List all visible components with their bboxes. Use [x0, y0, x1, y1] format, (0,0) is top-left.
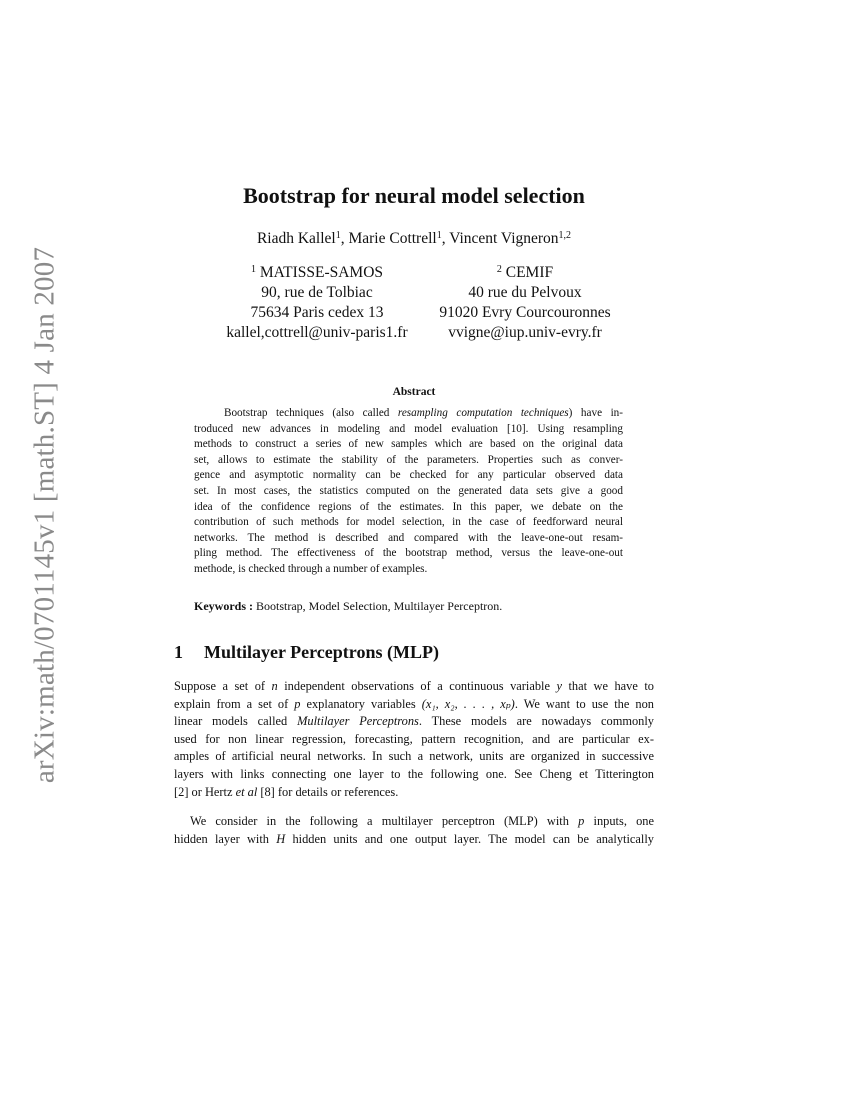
- abstract-line: methods to construct a series of new samples which are based on the original data: [194, 438, 623, 451]
- paragraph-line: explain from a set of p explanatory variables (x₁, x₂, . . . , xₚ). We want to use the non: [174, 696, 654, 711]
- paragraph-line: [2] or Hertz et al [8] for details or references.: [174, 784, 399, 799]
- abstract-line: set. In most cases, the statistics computed on the generated data sets give a good: [194, 484, 623, 497]
- keywords-text: Bootstrap, Model Selection, Multilayer Perceptron.: [253, 599, 503, 613]
- abstract-line: pling method. The effectiveness of the bootstrap method, versus the leave-one-out: [194, 547, 623, 560]
- abstract-line: Bootstrap techniques (also called resampling computation techniques) have in-: [224, 407, 623, 419]
- paragraph-line: amples of artificial neural networks. In such a network, units are organized in successive: [174, 749, 654, 764]
- body-paragraph: [174, 813, 654, 848]
- abstract-line: contribution of such methods for model selection, in the case of feedforward neural: [194, 516, 623, 529]
- body-paragraph: [174, 678, 654, 801]
- affiliation-email: vvigne@iup.univ-evry.fr: [448, 324, 602, 341]
- keywords-label: Keywords :: [194, 599, 253, 613]
- author-name: Vincent Vigneron: [449, 230, 559, 247]
- abstract-heading: Abstract: [392, 386, 436, 398]
- section-number: 1: [174, 642, 183, 662]
- section-heading: [174, 642, 439, 663]
- affiliation-email: kallel,cottrell@univ-paris1.fr: [226, 324, 408, 341]
- paragraph-line: layers with links connecting one layer to the following one. See Cheng et Titterington: [174, 766, 654, 781]
- arxiv-identifier-stamp: arXiv:math/0701145v1 [math.ST] 4 Jan 2007: [28, 246, 61, 784]
- paragraph-line: We consider in the following a multilayer perceptron (MLP) with p inputs, one: [190, 814, 654, 828]
- abstract-line: idea of the confidence regions of the estimates. In this paper, we debate on the: [194, 500, 623, 513]
- author-name: Riadh Kallel: [256, 230, 336, 247]
- affiliation-city: 75634 Paris cedex 13: [250, 304, 384, 321]
- affiliation-block: [425, 263, 625, 343]
- author-affiliation-mark: 1: [436, 230, 442, 241]
- abstract-line: networks. The method is described and compared with the leave-one-out resam-: [194, 531, 623, 544]
- affiliation-name: MATISSE-SAMOS: [259, 264, 384, 281]
- author-affiliation-mark: 1: [335, 230, 341, 241]
- author-affiliation-mark: 1,2: [558, 230, 572, 241]
- section-title: Multilayer Perceptrons (MLP): [204, 642, 439, 662]
- abstract-line: gence and asymptotic normality can be checked for any particular observed data: [194, 469, 623, 482]
- paper-title: Bootstrap for neural model selection: [243, 183, 585, 208]
- abstract-line: set, allows to estimate the stability of the parameters. Properties such as conver-: [194, 453, 623, 466]
- affiliation-name: CEMIF: [505, 264, 554, 281]
- abstract-line: methode, is checked through a number of examples.: [194, 562, 428, 575]
- abstract-line: troduced new advances in modeling and model evaluation [10]. Using resampling: [194, 422, 623, 435]
- affiliation-mark: 2: [496, 264, 502, 275]
- keywords: [194, 599, 624, 614]
- affiliation-street: 40 rue du Pelvoux: [468, 284, 582, 301]
- affiliation-city: 91020 Evry Courcouronnes: [439, 304, 611, 321]
- abstract-text: [194, 406, 623, 578]
- author-list: Riadh Kallel$^1$, Marie Cottrell$^1$, Vincent Vigneron$^{1,2}$: [256, 230, 572, 247]
- affiliation-block: [212, 263, 422, 343]
- paragraph-line: Suppose a set of n independent observations of a continuous variable y that we have to: [174, 679, 654, 693]
- paragraph-line: hidden layer with H hidden units and one output layer. The model can be analytically: [174, 831, 655, 846]
- author-name: Marie Cottrell: [348, 230, 437, 247]
- paragraph-line: used for non linear regression, forecasting, pattern recognition, and are particular ex-: [174, 731, 654, 746]
- affiliation-street: 90, rue de Tolbiac: [261, 284, 373, 301]
- affiliation-mark: 1: [250, 264, 256, 275]
- paragraph-line: linear models called Multilayer Perceptrons. These models are nowadays commonly: [174, 714, 655, 729]
